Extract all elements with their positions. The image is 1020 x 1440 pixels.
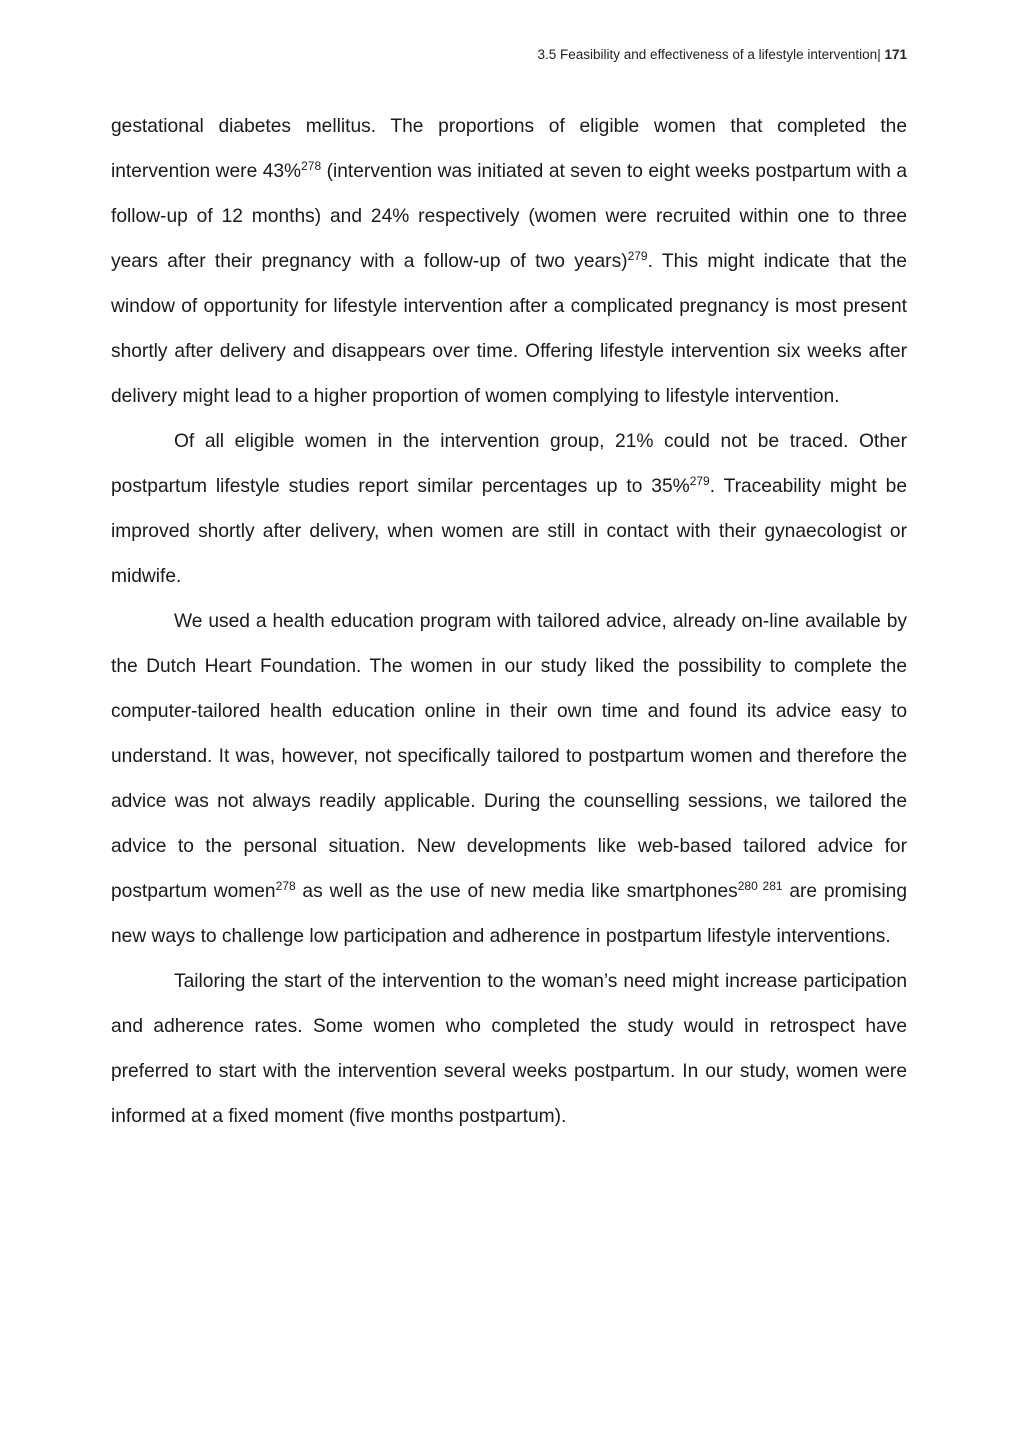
text-run: . This might indicate that the window of opportunity for lifestyle intervention after a complicated pregnancy is most present shortly after delivery and disappears over time. Offering lifestyle intervention six weeks after delivery might lead to a higher proportion of women complying to lifestyle intervention.: [111, 251, 907, 407]
citation-ref: 278: [275, 879, 296, 893]
citation-ref: 278: [301, 159, 322, 173]
citation-ref: 279: [627, 249, 648, 263]
citation-ref: 280 281: [737, 879, 783, 893]
text-run: . Traceability might be improved shortly after delivery, when women are still in contact with their gynaecologist or midwife.: [111, 476, 907, 587]
citation-ref: 279: [689, 474, 710, 488]
paragraph: [111, 959, 907, 1139]
header-separator: |: [877, 47, 885, 62]
text-run: (intervention was initiated at seven to eight weeks postpartum with a follow-up of 12 months) and 24% respectively (women were recruited within one to three years after their pregnancy with a follow-up of two years): [111, 161, 907, 272]
paragraph: [111, 599, 907, 959]
text-run: as well as the use of new media like smartphones: [295, 881, 738, 902]
page-number: 171: [884, 47, 907, 62]
paragraph: [111, 419, 907, 599]
body-text: [111, 104, 907, 1139]
text-run: are promising new ways to challenge low participation and adherence in postpartum lifestyle interventions.: [111, 881, 907, 947]
running-title: 3.5 Feasibility and effectiveness of a lifestyle intervention: [537, 47, 878, 62]
text-run: Tailoring the start of the intervention to the woman’s need might increase participation and adherence rates. Some women who completed the study would in retrospect have preferred to start with the intervention several weeks postpartum. In our study, women were informed at a fixed moment (five months postpartum).: [111, 971, 907, 1127]
text-run: gestational diabetes mellitus. The proportions of eligible women that completed the intervention were 43%: [111, 116, 907, 182]
text-run: We used a health education program with tailored advice, already on-line available by the Dutch Heart Foundation. The women in our study liked the possibility to complete the computer-tailored health education online in their own time and found its advice easy to understand. It was, however, not specifically tailored to postpartum women and therefore the advice was not always readily applicable. During the counselling sessions, we tailored the advice to the personal situation. New developments like web-based tailored advice for postpartum women: [111, 611, 907, 902]
paragraph: [111, 104, 907, 419]
running-header: [538, 47, 908, 62]
text-run: Of all eligible women in the intervention group, 21% could not be traced. Other postpartum lifestyle studies report similar percentages up to 35%: [111, 431, 907, 497]
